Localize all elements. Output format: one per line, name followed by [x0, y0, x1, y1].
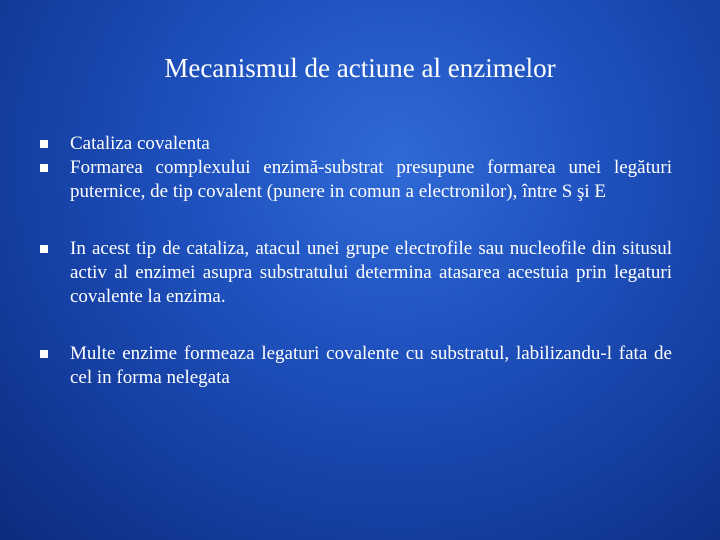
bullet-text: Multe enzime formeaza legaturi covalente cu substratul, labilizandu-l fata de cel in forma nelegata	[70, 343, 672, 388]
bullet-text: Formarea complexului enzimă-substrat presupune formarea unei legături puternice, de tip covalent (punere in comun a electronilor), între S şi E	[70, 157, 672, 202]
bullet-list	[40, 132, 672, 390]
square-bullet-icon	[40, 245, 48, 253]
bullet-text: In acest tip de cataliza, atacul unei grupe electrofile sau nucleofile din situsul activ al enzimei asupra substratului determina atasarea acestuia prin legaturi covalente la enzima.	[70, 238, 672, 307]
bullet-item	[40, 237, 672, 309]
bullet-item	[40, 132, 672, 156]
bullet-item	[40, 342, 672, 390]
bullet-text: Cataliza covalenta	[70, 133, 210, 154]
bullet-item	[40, 156, 672, 204]
slide-title: Mecanismul de actiune al enzimelor	[164, 53, 556, 83]
square-bullet-icon	[40, 350, 48, 358]
square-bullet-icon	[40, 140, 48, 148]
square-bullet-icon	[40, 164, 48, 172]
